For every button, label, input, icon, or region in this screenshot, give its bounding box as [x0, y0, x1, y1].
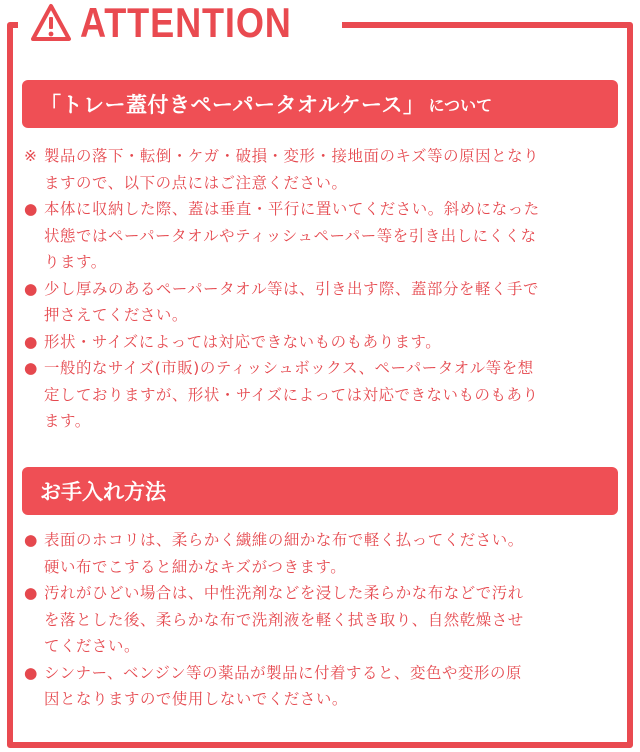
section-heading-title: 「トレー蓋付きペーパータオルケース」 — [40, 93, 425, 117]
section-heading-caution — [22, 80, 618, 128]
bullet-mark: ● — [24, 279, 38, 298]
note-text: 一般的なサイズ(市販)のティッシュボックス、ペーパータオル等を想 定しておりますが、形状・サイズによっては対応できないものもあり ます。 — [44, 359, 539, 430]
caution-list — [24, 143, 616, 435]
list-item — [24, 329, 616, 356]
note-text: 形状・サイズによっては対応できないものもあります。 — [44, 332, 442, 351]
bullet-mark: ● — [24, 663, 38, 682]
note-text: 少し厚みのあるペーパータオル等は、引き出す際、蓋部分を軽く手で 押さえてください。 — [44, 279, 539, 324]
section-heading-title: お手入れ方法 — [40, 480, 166, 504]
list-item — [24, 660, 616, 713]
warning-triangle-icon — [30, 3, 72, 43]
list-item — [24, 580, 616, 660]
section-heading-suffix: について — [428, 95, 493, 115]
note-text: 汚れがひどい場合は、中性洗剤などを浸した柔らかな布などで汚れ を落とした後、柔らかな布で洗剤液を軽く拭き取り、自然乾燥させ てください。 — [44, 584, 524, 655]
list-item — [24, 355, 616, 435]
note-text: 製品の落下・転倒・ケガ・破損・変形・接地面のキズ等の原因となり ますので、以下の点にはご注意ください。 — [44, 147, 540, 192]
note-text: シンナー、ベンジン等の薬品が製品に付着すると、変色や変形の原 因となりますので使用しないでください。 — [44, 663, 522, 708]
list-item — [24, 276, 616, 329]
list-item — [24, 196, 616, 276]
bullet-mark: ● — [24, 584, 38, 602]
bullet-mark: ● — [24, 359, 38, 377]
bullet-mark: ● — [24, 531, 38, 549]
list-item — [24, 143, 616, 196]
bullet-mark: ● — [24, 332, 38, 351]
bullet-mark: ● — [24, 200, 38, 218]
page-title: ATTENTION — [80, 0, 292, 46]
section-heading-care — [22, 467, 618, 515]
attention-header — [18, 0, 342, 46]
note-text: 本体に収納した際、蓋は垂直・平行に置いてください。斜めになった 状態ではペーパータオルやティッシュペーパー等を引き出しにくくな ります。 — [44, 200, 540, 271]
note-mark: ※ — [24, 147, 37, 165]
care-list — [24, 527, 616, 713]
note-text: 表面のホコリは、柔らかく繊維の細かな布で軽く払ってください。 硬い布でこすると細かなキズがつきます。 — [44, 531, 524, 576]
list-item — [24, 527, 616, 580]
